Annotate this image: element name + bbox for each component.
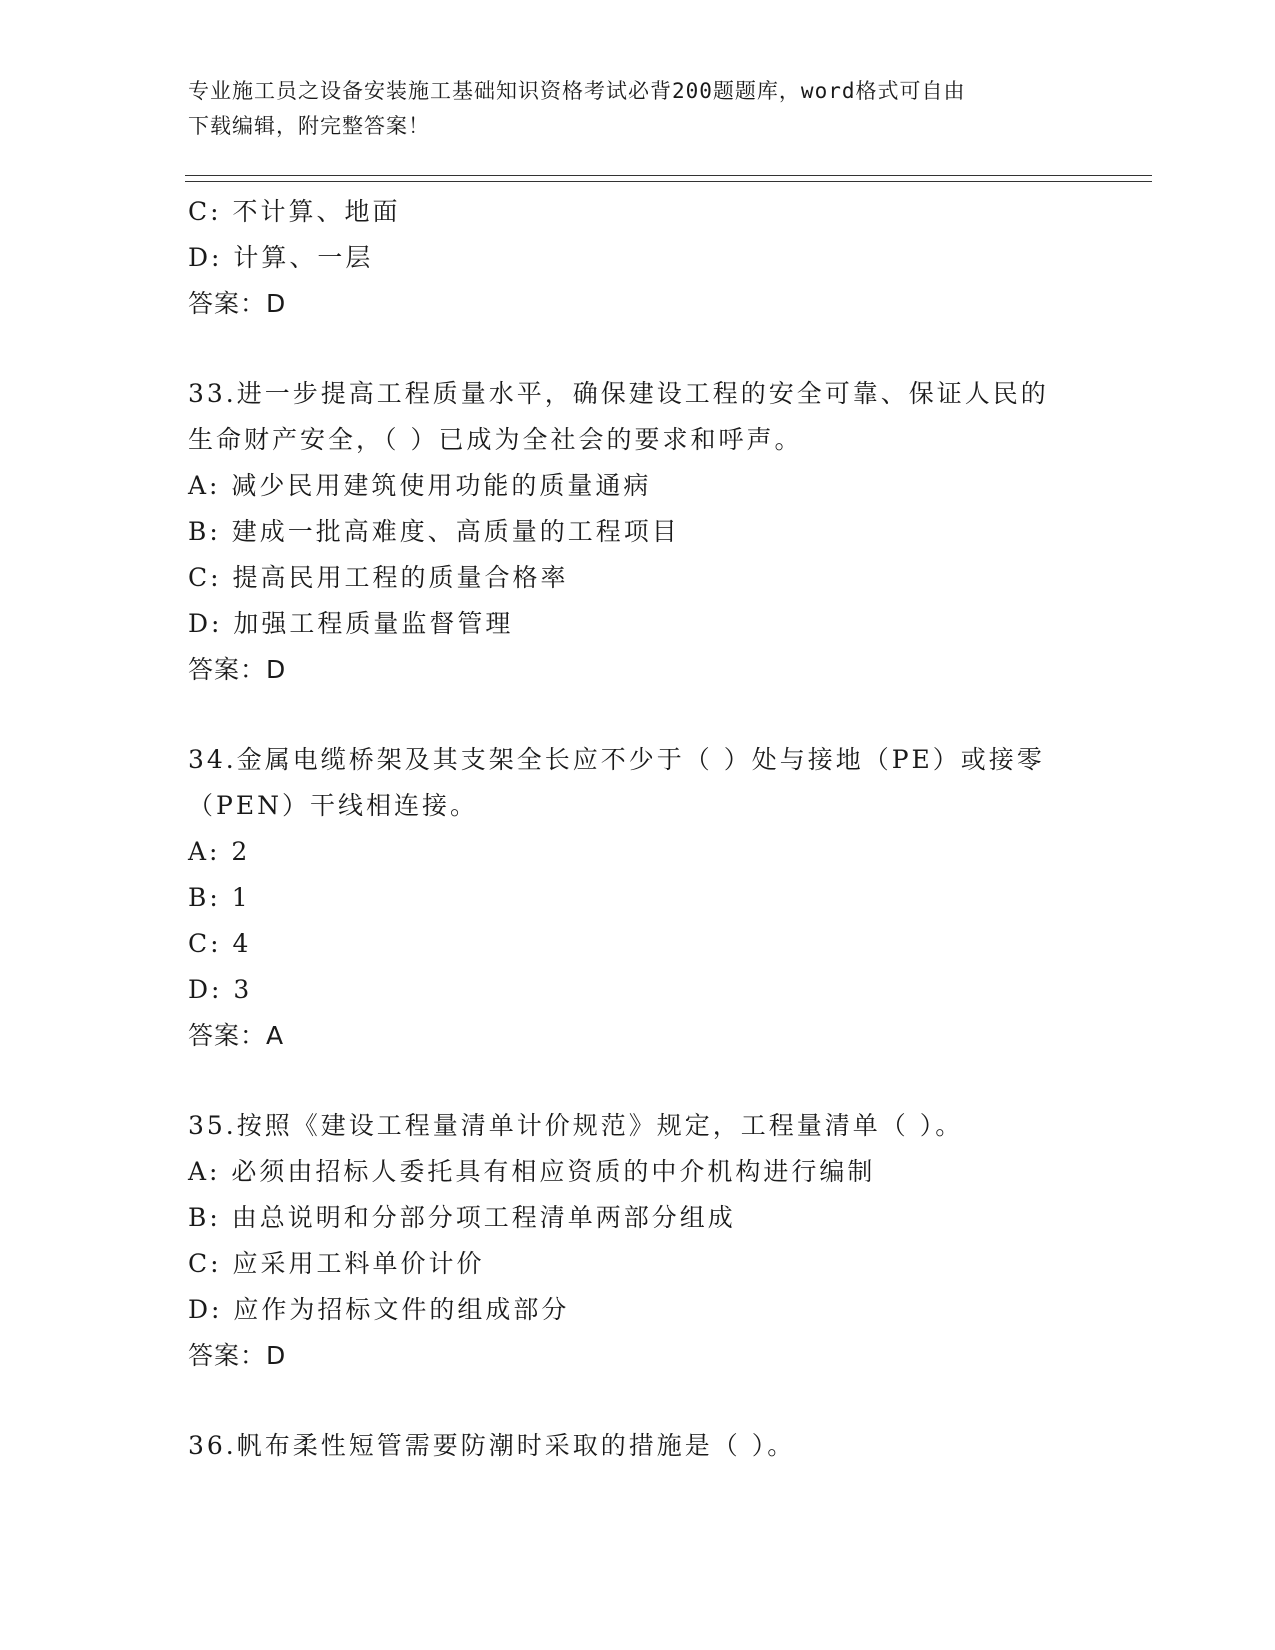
option-a: A: 必须由招标人委托具有相应资质的中介机构进行编制 bbox=[188, 1157, 876, 1186]
header-rule-bottom bbox=[185, 181, 1152, 182]
question-33 bbox=[188, 371, 1088, 693]
answer: 答案：D bbox=[188, 655, 287, 684]
option-d: D: 3 bbox=[188, 975, 253, 1004]
option-c: C: 4 bbox=[188, 929, 252, 958]
header-line-2: 下载编辑，附完整答案！ bbox=[188, 114, 430, 138]
answer: 答案：A bbox=[188, 1021, 285, 1050]
question-stem: 生命财产安全，（ ）已成为全社会的要求和呼声。 bbox=[188, 425, 803, 454]
question-stem: 36.帆布柔性短管需要防潮时采取的措施是（ ）。 bbox=[188, 1431, 796, 1460]
option-a: A: 2 bbox=[188, 837, 251, 866]
answer: 答案：D bbox=[188, 1341, 287, 1370]
option-b: B: 由总说明和分部分项工程清单两部分组成 bbox=[188, 1203, 736, 1232]
header-line-1: 专业施工员之设备安装施工基础知识资格考试必背200题题库，word格式可自由 bbox=[188, 79, 966, 103]
question-34 bbox=[188, 737, 1088, 1059]
option-a: A: 减少民用建筑使用功能的质量通病 bbox=[188, 471, 652, 500]
question-36 bbox=[188, 1423, 1088, 1469]
option-c: C: 提高民用工程的质量合格率 bbox=[188, 563, 569, 592]
option-c: C: 不计算、地面 bbox=[188, 197, 401, 226]
question-content bbox=[188, 189, 1088, 1469]
option-d: D: 计算、一层 bbox=[188, 243, 374, 272]
header-rule-top bbox=[185, 175, 1152, 176]
question-stem: （PEN）干线相连接。 bbox=[188, 791, 478, 820]
question-stem: 33.进一步提高工程质量水平，确保建设工程的安全可靠、保证人民的 bbox=[188, 379, 1049, 408]
option-b: B: 1 bbox=[188, 883, 251, 912]
option-b: B: 建成一批高难度、高质量的工程项目 bbox=[188, 517, 680, 546]
option-c: C: 应采用工料单价计价 bbox=[188, 1249, 485, 1278]
answer: 答案：D bbox=[188, 289, 287, 318]
question-stem: 35.按照《建设工程量清单计价规范》规定，工程量清单（ ）。 bbox=[188, 1111, 964, 1140]
document-header bbox=[188, 74, 1088, 144]
prev-question bbox=[188, 189, 1088, 327]
option-d: D: 加强工程质量监督管理 bbox=[188, 609, 514, 638]
option-d: D: 应作为招标文件的组成部分 bbox=[188, 1295, 570, 1324]
question-stem: 34.金属电缆桥架及其支架全长应不少于（ ）处与接地（PE）或接零 bbox=[188, 745, 1045, 774]
question-35 bbox=[188, 1103, 1088, 1379]
